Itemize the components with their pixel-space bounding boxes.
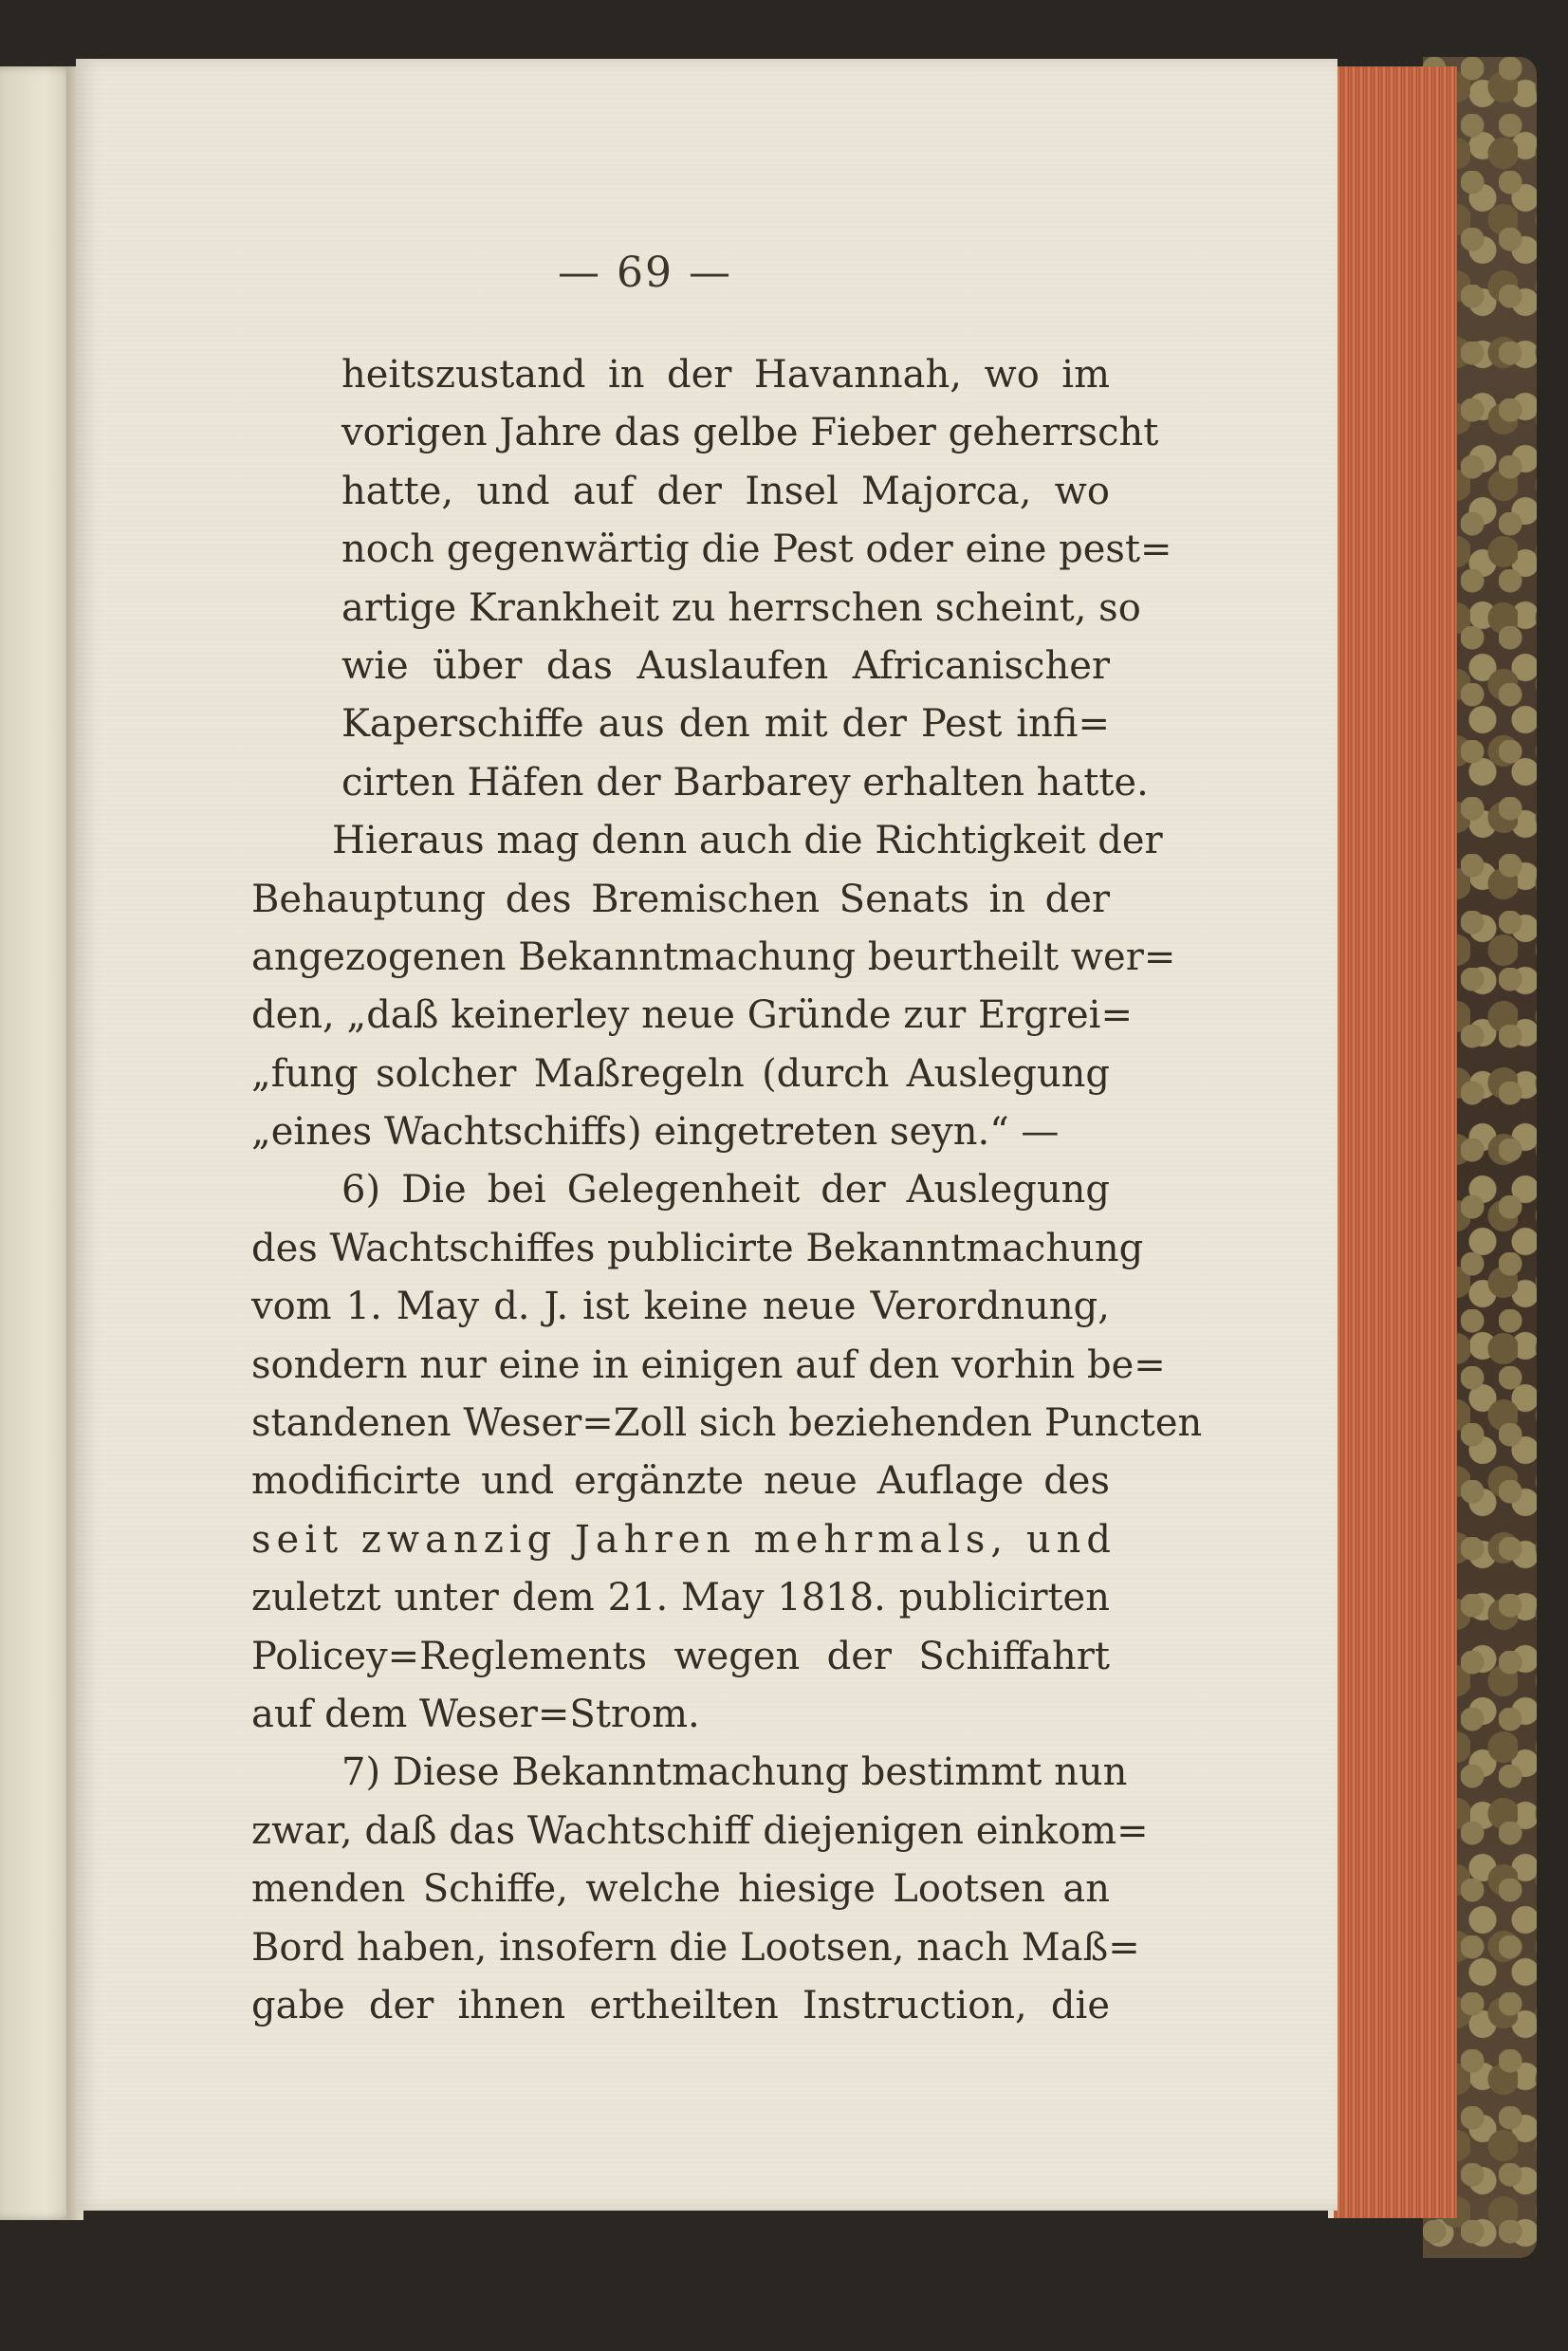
text-line: gabe der ihnen ertheilten Instruction, die — [251, 1983, 1110, 2027]
text-line: menden Schiffe, welche hiesige Lootsen an — [251, 1867, 1110, 1912]
text-line: heitszustand in der Havannah, wo im — [341, 353, 1110, 397]
text-line: 7) Diese Bekanntmachung bestimmt nun — [341, 1750, 1128, 1795]
text-line: angezogenen Bekanntmachung beurtheilt wer= — [251, 935, 1176, 979]
text-line: Kaperschiffe aus den mit der Pest infi= — [341, 702, 1110, 747]
text-line: noch gegenwärtig die Pest oder eine pest= — [341, 528, 1172, 572]
text-line: 6) Die bei Gelegenheit der Auslegung — [341, 1168, 1110, 1213]
page-body — [251, 346, 1203, 2035]
text-line: „fung solcher Maßregeln (durch Auslegung — [251, 1051, 1110, 1096]
text-line: Bord haben, insofern die Lootsen, nach Maß= — [251, 1925, 1140, 1970]
facing-page-edge — [0, 66, 76, 2220]
text-line: vorigen Jahre das gelbe Fieber geherrscht — [341, 411, 1159, 455]
text-line: des Wachtschiffes publicirte Bekanntmachung — [251, 1226, 1144, 1270]
text-line: zuletzt unter dem 21. May 1818. publicirten — [251, 1576, 1110, 1620]
page-number: — 69 — — [558, 249, 732, 297]
text-line: seit zwanzig Jahren mehrmals, und — [251, 1517, 1116, 1562]
text-line: den, „daß keinerley neue Gründe zur Ergrei= — [251, 993, 1133, 1038]
text-line: zwar, daß das Wachtschiff diejenigen einkom= — [251, 1808, 1149, 1853]
text-line: cirten Häfen der Barbarey erhalten hatte. — [341, 760, 1149, 805]
text-line: sondern nur eine in einigen auf den vorhin be= — [251, 1342, 1166, 1387]
text-line: vom 1. May d. J. ist keine neue Verordnung, — [251, 1285, 1110, 1329]
text-line: modificirte und ergänzte neue Auflage des — [251, 1459, 1110, 1504]
text-line: auf dem Weser=Strom. — [251, 1692, 700, 1736]
text-line: Hieraus mag denn auch die Richtigkeit der — [332, 819, 1163, 863]
text-line: standenen Weser=Zoll sich beziehenden Puncten — [251, 1401, 1203, 1446]
page-block-edge — [1328, 66, 1457, 2218]
text-line: Behauptung des Bremischen Senats in der — [251, 877, 1110, 921]
text-line: hatte, und auf der Insel Majorca, wo — [341, 469, 1110, 513]
text-line: wie über das Auslaufen Africanischer — [341, 643, 1110, 688]
text-line: Policey=Reglements wegen der Schiffahrt — [251, 1634, 1110, 1678]
text-line: „eines Wachtschiffs) eingetreten seyn.“ — — [251, 1110, 1060, 1155]
text-line: artige Krankheit zu herrschen scheint, so — [341, 585, 1141, 630]
